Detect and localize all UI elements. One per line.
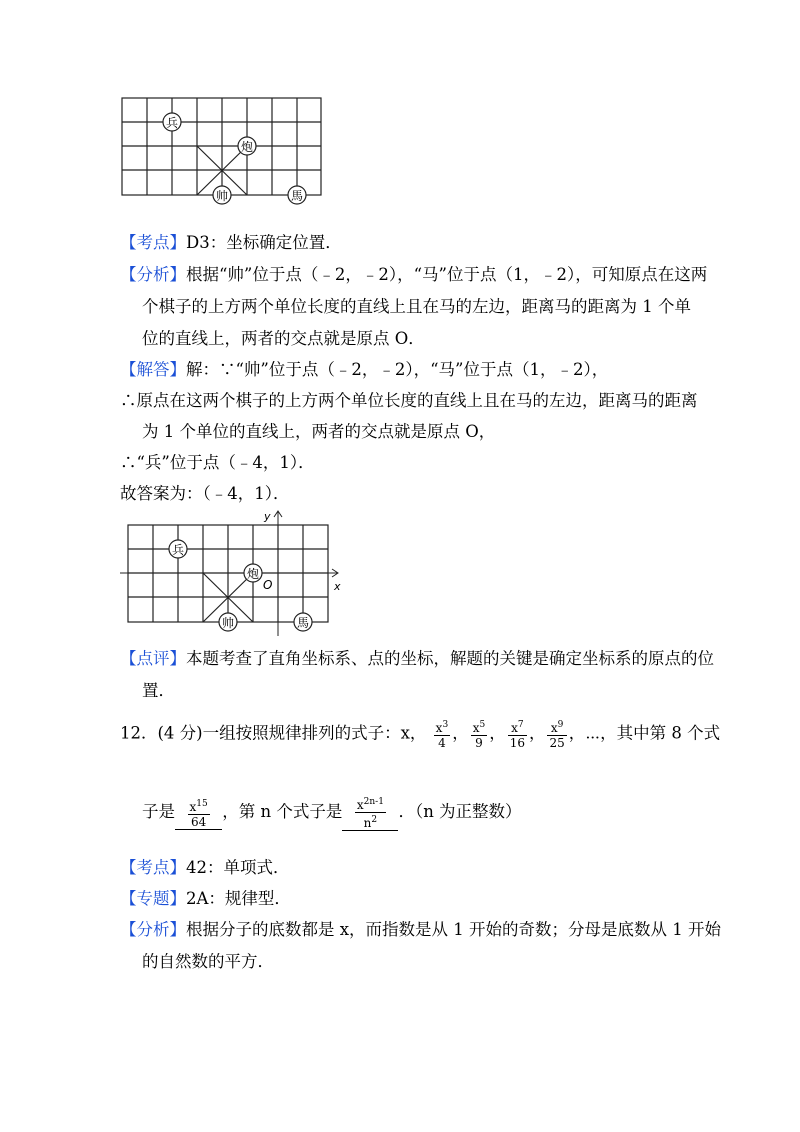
piece-bing [163, 113, 181, 131]
question-12-line-1: 12．(4 分)一组按照规律排列的式子：x， $\frac{x^3}{4}$ ， $\frac{x^5}{9}$ ， $\frac{x^7}{16}$ ， $\frac{x^9}{25}$ ，⋯，其中第 8 个式 [120, 720, 721, 750]
fenxi-2-line-1: 【分析】根据分子的底数都是 x，而指数是从 1 开始的奇数；分母是底数从 1 开始 [120, 920, 722, 939]
tag-label: 考点 [136, 233, 170, 252]
piece-shuai [213, 186, 231, 204]
tag-label: 专题 [136, 889, 170, 908]
answer-fraction-2: $\frac{x^{2n-1}}{n^2}$ [356, 797, 384, 830]
chess-board-figure-1 [120, 95, 324, 207]
fenxi-1-line-3: 位的直线上，两者的交点就是原点 O． [142, 329, 425, 348]
piece-ma [288, 186, 306, 204]
tag-label: 分析 [136, 920, 170, 939]
kaodian-1: 【考点】D3：坐标确定位置． [120, 233, 342, 252]
fenxi-1-line-1: 【分析】根据“帅”位于点（﹣2，﹣2），“马”位于点（1，﹣2），可知原点在这两 [120, 265, 708, 284]
svg-text:帅: 帅 [221, 616, 235, 630]
answer-blank-1 [175, 797, 222, 830]
axis-y-label: y [264, 510, 271, 523]
kaodian-2: 【考点】42：单项式． [120, 858, 290, 877]
jieda-line-3: 为 1 个单位的直线上，两者的交点就是原点 O， [142, 422, 496, 441]
origin-label: O [263, 578, 273, 592]
piece-pao [244, 564, 262, 582]
piece-shuai [219, 613, 237, 631]
tag-label: 点评 [136, 649, 170, 668]
tag-label: 考点 [136, 858, 170, 877]
svg-text:兵: 兵 [171, 543, 185, 557]
jieda-line-1: 【解答】解：∵“帅”位于点（﹣2，﹣2），“马”位于点（1，﹣2）， [120, 360, 609, 379]
chess-board-figure-2 [118, 508, 344, 640]
piece-bing [169, 540, 187, 558]
fenxi-2-line-2: 的自然数的平方． [142, 952, 274, 971]
dianping-line-1: 【点评】本题考查了直角坐标系、点的坐标，解题的关键是确定坐标系的原点的位 [120, 649, 714, 668]
jieda-line-2: ∴原点在这两个棋子的上方两个单位长度的直线上且在马的左边，距离马的距离 [120, 391, 698, 410]
zhuanti: 【专题】2A：规律型． [120, 889, 291, 908]
fenxi-1-line-2: 个棋子的上方两个单位长度的直线上且在马的左边，距离马的距离为 1 个单 [142, 297, 691, 316]
piece-ma [294, 613, 312, 631]
axis-x-label: x [334, 580, 341, 593]
jieda-line-5: 故答案为：（﹣4，1）． [120, 484, 290, 503]
svg-text:炮: 炮 [246, 567, 260, 581]
svg-text:帅: 帅 [215, 189, 229, 203]
piece-pao [238, 137, 256, 155]
answer-fraction-1: $\frac{x^{15}}{64}$ [189, 798, 208, 829]
fraction: $\frac{x^3}{4}$ [435, 720, 449, 750]
svg-text:兵: 兵 [165, 116, 179, 130]
svg-text:馬: 馬 [290, 189, 304, 203]
svg-text:馬: 馬 [296, 616, 310, 630]
answer-blank-2 [342, 795, 398, 831]
question-12-line-2: 子是 $\frac{x^{15}}{64}$ ，第 n 个式子是 $\frac{x^{2n-1}}{n^2}$ ．（n 为正整数） [142, 797, 522, 830]
dianping-line-2: 置． [142, 681, 175, 700]
kaodian-text: D3：坐标确定位置． [186, 233, 342, 252]
fraction: $\frac{x^5}{9}$ [472, 720, 486, 750]
tag-label: 分析 [136, 265, 170, 284]
tag-label: 解答 [136, 360, 170, 379]
jieda-line-4: ∴“兵”位于点（﹣4，1）． [120, 453, 315, 472]
svg-text:炮: 炮 [240, 140, 254, 154]
fraction: $\frac{x^9}{25}$ [549, 720, 565, 750]
fraction: $\frac{x^7}{16}$ [509, 720, 525, 750]
